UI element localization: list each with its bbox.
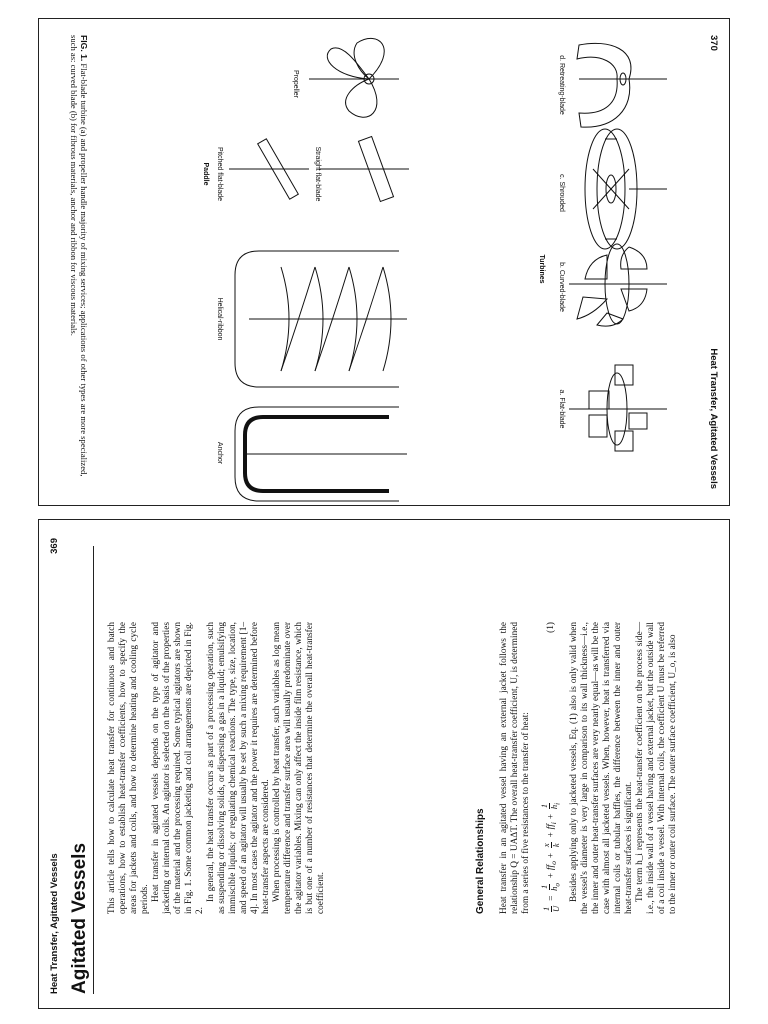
- body-paragraph: Besides applying only to jacketed vessels, Eq. (1) also is only valid when the vessel's diameter is very large in comparison to its wall thickness—i.e., the inner and outer heat-transfer surfaces are very nearly equal—as will be the case with almost all jacketed vessels. When, however, heat is transferred via internal coils or tubular baffles, the difference between the inner and outer heat-transfer surfaces is significant.: [568, 622, 634, 914]
- intro-paragraph: Heat transfer in agitated vessels depends on the type of agitator and jacketing or internal coils. An agitator is selected on the basis of the properties of the material and the processing required. Some typical agitators are shown in Fig. 1. Some common jacketing and coil arrangements are depicted in Fig. 2.: [151, 622, 205, 914]
- figure-1: [39, 19, 729, 505]
- label-curved-blade: b. Curved-blade: [558, 262, 565, 312]
- body-paragraph: The term h_i represents the heat-transfer coefficient on the process side—i.e., the inside wall of a vessel having and external jacket, but the outside wall of a coil inside a vessel. With internal coils, the coefficient U must be referred to the inner or outer coil surface. The outer surface coefficient, U_o, is also: [634, 622, 678, 914]
- running-title: Heat Transfer, Agitated Vessels: [708, 348, 719, 489]
- label-retreating-blade: d. Retreating-blade: [558, 55, 565, 115]
- helical-ribbon-impeller: [235, 251, 407, 387]
- flat-blade-impeller: [569, 365, 667, 451]
- intro-paragraph: When processing is controlled by heat transfer, such variables as log mean temperature difference and transfer surface area will usually predominate over the agitator variables. Mixing can only affect the inside film resistance, which is but one of a number of resistances that determine the overall heat-transfer coefficient.: [272, 622, 326, 914]
- title-rule: [93, 546, 94, 994]
- label-flat-blade: a. Flat-blade: [558, 389, 565, 429]
- label-propeller: Propeller: [292, 69, 299, 98]
- intro-column: [107, 622, 327, 914]
- equation-number: (1): [545, 622, 556, 633]
- label-paddle: Paddle: [202, 162, 209, 186]
- propeller-impeller: [309, 38, 399, 117]
- retreating-blade-impeller: [577, 43, 667, 127]
- curved-blade-impeller: [569, 244, 667, 326]
- label-pitched-flat-blade: Pitched flat-blade: [216, 146, 223, 202]
- equation-body: 1 U = 1 $h_o$ + $ff_o$ + x k + $ff_i$ + 1 $h_i$: [539, 802, 562, 912]
- page-370: [38, 18, 730, 506]
- general-paragraph: Heat transfer in an agitated vessel having an external jacket follows the relationship Q = UAΔT. The overall heat-transfer coefficient, U, is determined from a series of five resistances to the transfer of heat:: [499, 622, 531, 914]
- page-number: 370: [708, 35, 719, 51]
- caption-label: FIG. 1.: [79, 35, 89, 62]
- anchor-impeller: [235, 407, 407, 501]
- caption-text: Flat-blade turbine (a) and propeller handle majority of mixing services; applications of other types are more specialized, such as: curved blade (b) for fibrous materials, anchor and ribbon for viscous materials.: [69, 35, 89, 477]
- straight-flat-blade-paddle: [319, 137, 409, 202]
- running-header: [49, 538, 65, 994]
- intro-paragraph: In general, the heat transfer occurs as part of a processing operation, such as suspending or dissolving solids, or dispersing a gas in a liquid; emulsifying immiscible liquids; or regulating chemical reactions. The type, size, location, and speed of an agitator will usually be set by such a mixing requirement [1–4]. In most cases the agitator and the power it requires are determined before heat-transfer aspects are considered.: [206, 622, 271, 914]
- figure-caption: [69, 35, 89, 489]
- page-369: [38, 519, 730, 1009]
- article-title: Agitated Vessels: [69, 842, 90, 994]
- equation-1: [540, 622, 563, 914]
- label-straight-flat-blade: Straight flat-blade: [314, 146, 321, 202]
- label-turbines: Turbines: [538, 254, 545, 284]
- label-helical-ribbon: Helical-ribbon: [216, 297, 223, 341]
- running-title: Heat Transfer, Agitated Vessels: [49, 853, 60, 994]
- label-anchor: Anchor: [216, 441, 223, 465]
- pitched-flat-blade-paddle: [229, 139, 309, 199]
- section-heading: General Relationships: [475, 808, 486, 914]
- shrouded-impeller: [585, 129, 667, 249]
- general-column: [499, 622, 679, 914]
- page-number: 369: [49, 538, 60, 554]
- intro-paragraph: This article tells how to calculate heat transfer for continuous and batch operations, how to establish heat-transfer coefficients, how to specify the areas for jackets and coils, and how to determine heating and cooling cycle periods.: [107, 622, 150, 914]
- label-shrouded: c. Shrouded: [558, 174, 565, 212]
